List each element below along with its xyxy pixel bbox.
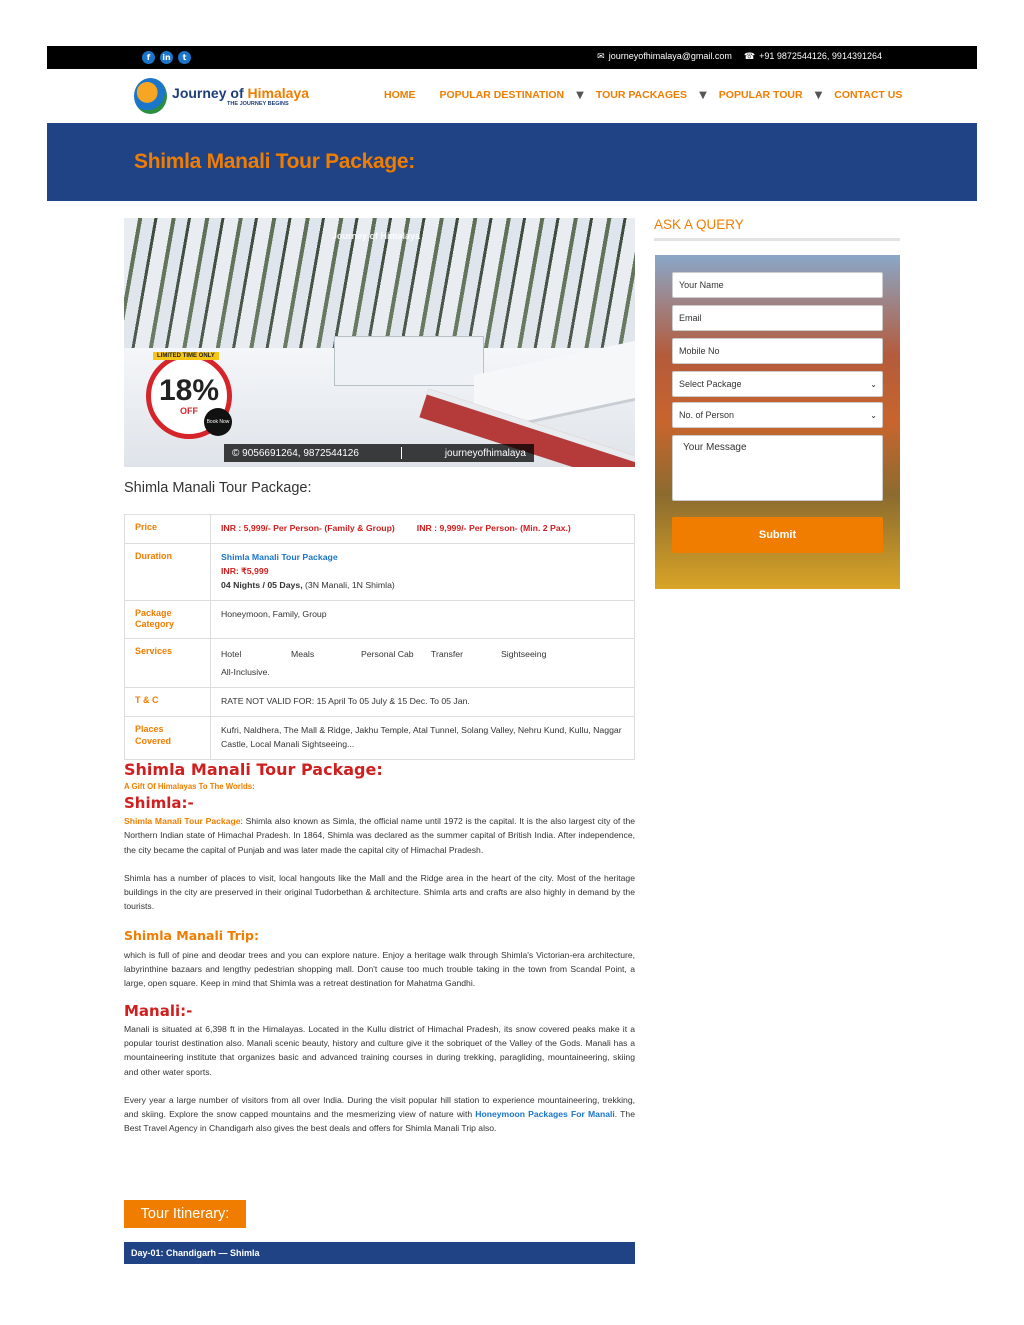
contact-info [597,51,882,62]
query-title: ASK A QUERY [654,217,744,232]
tc-label: T & C [125,687,211,716]
email-text: journeyofhimalaya@gmail.com [608,51,732,61]
nav-popular-destination[interactable]: POPULAR DESTINATION [439,89,565,101]
price-value: INR : 5,999/- Per Person- (Family & Group) INR : 9,999/- Per Person- (Min. 2 Pax.) [211,515,635,544]
image-watermark: Journey of Himalaya [332,231,421,241]
site-header [47,69,977,123]
duration-price: INR: ₹5,999 [221,565,269,576]
manali-paragraph-2: Every year a large number of visitors from all over India. During the visit popular hill station to experience mountaineering, trekking, and skiing. Explore the snow capped mountains and the mesmerizing view of nature with Honeymoon Packages For Manali. The Best Travel Agency in Chandigarh also gives the best deals and offers for Shimla Manali Trip also. [124,1094,635,1134]
discount-value: 18% [158,374,220,407]
category-value: Honeymoon, Family, Group [211,600,635,638]
hero-image [124,218,635,467]
chevron-down-icon: ⌄ [870,410,877,420]
page-title: Shimla Manali Tour Package: [134,150,415,173]
package-title: Shimla Manali Tour Package: [124,480,312,496]
main-nav [384,89,902,101]
nav-popular-tour[interactable]: POPULAR TOUR [718,89,803,101]
service-item: Transfer [431,649,464,660]
logo-title: Journey of Himalaya [172,85,309,101]
duration-package-link[interactable]: Shimla Manali Tour Package [221,551,338,562]
top-bar [47,46,977,69]
article-subheading: A Gift Of Himalayas To The Worlds: [124,782,255,791]
table-row [125,515,635,544]
trip-heading: Shimla Manali Trip: [124,927,259,943]
duration-value: Shimla Manali Tour Package INR: ₹5,999 04 Nights / 05 Days, (3N Manali, 1N Shimla) [211,543,635,600]
service-item: All-Inclusive. [221,666,270,677]
service-item: Sightseeing [501,649,547,660]
chevron-down-icon[interactable]: ▼ [699,89,707,101]
article-heading: Shimla Manali Tour Package: [124,760,383,779]
linkedin-icon[interactable]: in [160,51,173,64]
package-info-table [124,514,635,760]
message-field[interactable]: Your Message [672,435,883,501]
table-row [125,543,635,600]
email-link[interactable] [597,51,732,62]
book-now-seal: Book Now [204,408,232,436]
package-select[interactable]: Select Package ⌄ [672,371,883,397]
phone-link[interactable] [744,51,882,62]
service-item: Meals [291,649,315,660]
trip-paragraph: which is full of pine and deodar trees and you can explore nature. Enjoy a heritage walk through Shimla's Victorian-era architecture, labyrinthine bazaars and lengthy pedestrian shopping mall. Don't cause too much trouble taking in the town from Scandal Point, a large, open square. Keep in mind that Shimla was a retreat destination for Mahatma Gandhi. [124,949,635,989]
chevron-down-icon[interactable]: ▼ [576,89,584,101]
shimla-lead-link[interactable]: Shimla Manali Tour Package [124,816,241,826]
tour-itinerary-button[interactable]: Tour Itinerary: [124,1200,246,1228]
name-field[interactable]: Your Name [672,272,883,298]
chevron-down-icon[interactable]: ▼ [814,89,823,101]
manali-paragraph-1: Manali is situated at 6,398 ft in the Himalayas. Located in the Kullu district of Himachal Pradesh, its snow covered peaks make it a popular tourist destination also. Manali scenic beauty, history and culture give it the sobriquet of the Valley of the Gods. Manali has a mountaineering institute that organizes basic and advanced training courses in during trekking, paragliding, mountaineering, skiing and other water sports. [124,1023,635,1077]
logo-tagline: THE JOURNEY BEGINS [227,101,289,107]
persons-select[interactable]: No. of Person ⌄ [672,402,883,428]
places-label: Places Covered [125,716,211,759]
services-value [211,639,635,688]
article-content [124,760,635,1150]
chevron-down-icon: ⌄ [870,379,877,389]
nav-home[interactable]: HOME [384,89,416,101]
table-row [125,716,635,759]
services-label: Services [125,639,211,688]
honeymoon-packages-link[interactable]: Honeymoon Packages For Manali [475,1109,615,1120]
social-links [142,51,191,64]
site-logo[interactable] [134,78,309,114]
mail-icon: ✉ [597,52,605,62]
manali-heading: Manali:- [124,1001,193,1020]
shimla-paragraph-1: Shimla Manali Tour Package: Shimla also known as Simla, the official name until 1972 is the capital. It is the also largest city of the Northern Indian state of Himachal Pradesh. In 1864, Shimla was declared as the summer capital of British India. After independence, the city became the capital of Punjab and was later made the capital city of Himachal Pradesh. [124,816,635,855]
service-item: Personal Cab [361,649,414,660]
tc-value: RATE NOT VALID FOR: 15 April To 05 July & 15 Dec. To 05 Jan. [211,687,635,716]
facebook-icon[interactable]: f [142,51,155,64]
email-field[interactable]: Email [672,305,883,331]
phone-icon: ☎ [743,52,756,62]
places-value: Kufri, Naldhera, The Mall & Ridge, Jakhu Temple, Atal Tunnel, Solang Valley, Nehru Kund, Kullu, Naggar Castle, Local Manali Sightseeing... [211,716,635,759]
twitter-icon[interactable]: t [178,51,191,64]
mobile-field[interactable]: Mobile No [672,338,883,364]
discount-off: OFF [180,406,198,416]
hero-contact-strip [224,444,534,462]
table-row [125,600,635,638]
nav-contact-us[interactable]: CONTACT US [834,89,903,101]
hero-phones: © 9056691264, 9872544126 [232,447,359,459]
submit-button[interactable]: Submit [672,517,883,553]
duration-label: Duration [125,543,211,600]
query-title-divider [654,238,900,241]
query-form [655,255,900,589]
service-item: Hotel [221,649,242,660]
nav-tour-packages[interactable]: TOUR PACKAGES [595,89,688,101]
shimla-heading: Shimla:- [124,794,194,812]
itinerary-day-1[interactable]: Day-01: Chandigarh — Shimla [124,1242,635,1264]
phone-text: +91 9872544126, 9914391264 [759,51,882,61]
table-row [125,687,635,716]
hero-handle: journeyofhimalaya [444,447,526,459]
category-label: Package Category [125,600,211,638]
table-row [125,639,635,688]
price-label: Price [125,515,211,544]
logo-mark-icon [134,78,167,114]
shimla-paragraph-2: Shimla has a number of places to visit, local hangouts like the Mall and the Ridge area in the heart of the city. Most of the heritage buildings in the city are preserved in their original Tudorbethan & architecture. Shimla arts and crafts are also highly in demand by the tourists. [124,872,635,912]
page-banner [47,123,977,201]
limited-label: LIMITED TIME ONLY [153,352,219,360]
